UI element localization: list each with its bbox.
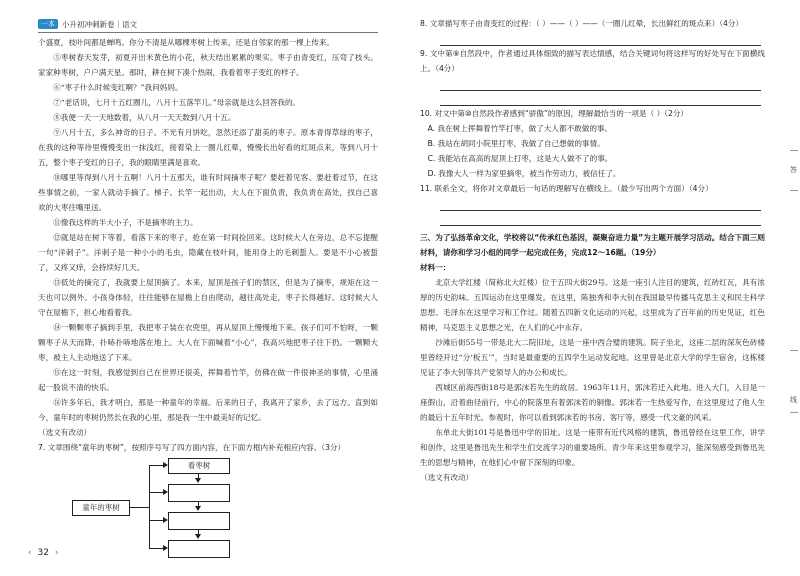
paragraph: ⑯许多年后，我才明白，那是一种童年的幸福。后来的日子，我离开了家乡，去了远方。直到如今，童年时的枣树仍然长在我的心里，那是我一生中最美好的记忆。 [38, 398, 378, 422]
option-a: A. 我在树上挥舞着竹竿打枣，做了大人都不敢做的事。 [427, 124, 613, 133]
paragraph: 个盛夏，枝叶间都是蝉鸣。你分不清是从哪棵枣树上传来，还是自邻家的那一棵上传来。 [38, 38, 335, 47]
paragraph: ⑮在这一时刻，我感觉到自己在世界还很美，挥舞着竹竿，仿佛在做一件很神圣的事情，心里涌起一股说不清的快乐。 [38, 368, 378, 392]
paragraph: ⑩哪里等得到八月十五啊！八月十五那天，谁有时间摘枣子呢？要赶着见客、要赶着过节，在这些事情之前，一家人就动手摘了。梯子、长竿一起出动，大人在下面负责，我负责在高处，找自己喜欢的大枣往嘴里送。 [38, 173, 378, 212]
diagram-answer-box[interactable] [168, 540, 230, 558]
paragraph: ⑦“老话说，七月十五红圈儿，八月十五落竿儿。”母亲就是这么回答我的。 [53, 98, 301, 107]
structure-diagram [38, 458, 378, 576]
option-c: C. 我能站在高高的屋顶上打枣，这是大人做不了的事。 [427, 154, 613, 163]
answer-line[interactable] [440, 211, 761, 226]
answer-line[interactable] [440, 31, 761, 46]
section-heading: 三、为了弘扬革命文化，学校将以“传承红色基因，凝聚奋进力量”为主题开展学习活动。结合下面三则材料，请你和学习小组的同学一起完成任务，完成12～16题。（19分） [420, 233, 765, 257]
question-7: 7. 文章围绕“童年的枣树”，按照序号写了四方面内容，在下面方框内补充相应内容。（3分） [38, 443, 346, 452]
diagram-box-top: 看枣树 [168, 458, 230, 474]
header-badge: 一本 [38, 19, 58, 29]
answer-line[interactable] [440, 76, 761, 91]
material-paragraph: 北京大学红楼（简称北大红楼）位于五四大街29号。这是一座引人注目的建筑，红砖红瓦，具有浓厚的历史韵味。五四运动在这里爆发。在这里，陈独秀和李大钊在我国最早传播马克思主义和民主科学思想。毛泽东在这里学习和工作过。随着五四新文化运动的兴起，这里成为了百年前的历史见证，红色精神，马克思主义思想之光，在人们的心中永存。 [420, 278, 765, 332]
left-column [38, 16, 378, 576]
page-number-value: 32 [37, 548, 49, 558]
page-header [38, 16, 378, 32]
prev-page-icon[interactable]: ‹ [28, 548, 32, 558]
header-rule [38, 32, 378, 33]
paragraph: ⑫就是站在树下等着，看落下来的枣子，抢在第一时间捡回来。这时候大人在旁边，总不忘提醒一句“洋刺子”。洋刺子是一种小小的毛虫，隐藏在枝叶间，能用身上的毛刺蜇人。要是不小心被蜇了，又疼又痒，会持续好几天。 [38, 233, 378, 272]
answer-line[interactable] [440, 196, 761, 211]
material-paragraph: 沙滩后街55号一带是北大二院旧址，这是一座中西合璧的建筑。院子坐北，这座二层的深灰色砖楼里曾经开过“分‘板五’”，当时是最重要的五四学生运动发起地。这里曾是北京大学的学生宿舍，这栋楼见证了李大钊等共产党领导人的办公和成长。 [420, 338, 765, 377]
binding-char: 答 [790, 166, 797, 174]
question-8: 8. 文章描写枣子由青变红的过程：（ ）——（ ）——（一圈儿红晕，长出鲜红的斑点来）（4分） [420, 19, 744, 28]
option-b: B. 我站在胡同小院里打枣，我做了自己想做的事情。 [427, 139, 605, 148]
diagram-answer-box[interactable] [168, 512, 230, 530]
paragraph: ⑬低处的摘完了，我就要上屋顶摘了。本来，屋顶是孩子们的禁区，但是为了摘枣，规矩在这一天也可以例外。小孩身体轻，往往能够在屋檐上自由爬动，越往高处走，枣子长得越好。这时候大人守在屋檐下，担心地看着我。 [38, 278, 378, 317]
paragraph: ⑥“枣子什么时候变红啊？”我问妈妈。 [53, 83, 183, 92]
question-10: 10. 对文中第⑩自然段作者感到“骄傲”的原因，理解最恰当的一项是（ ）（2分） [420, 109, 689, 118]
source-note: （选文有改动） [420, 473, 474, 482]
diagram-box-left: 童年的枣树 [72, 500, 130, 516]
paragraph: ⑪像我这样的半大小子，不是摘枣的主力。 [53, 218, 198, 227]
source-note: （选文有改动） [38, 428, 92, 437]
binding-char: 线 [790, 396, 797, 404]
question-11: 11. 联系全文，将你对文章最后一句话的理解写在横线上。（最少写出两个方面）（4分） [420, 184, 713, 193]
right-column [420, 16, 765, 485]
paragraph: ⑭一颗颗枣子摘到手里，我把枣子装在衣兜里，再从屋顶上慢慢地下来。孩子们可不怕呀，一颗颗枣子从天而降，扑哧扑哧地落在地上。大人在下面喊着“小心”，我高兴地把枣子往下扔。一颗颗大枣，被主人主动地送了下来。 [38, 323, 378, 362]
material-title: 材料一： [420, 263, 451, 272]
paragraph: ⑨八月十五，多么神奇的日子。不光有月饼吃，忽然还添了甜美的枣子。原本青得草绿的枣子，在我的这种等待里慢慢变出一抹浅红，接着染上一圈儿红晕，慢慢长出好看的红斑点来，等到八月十五，整个枣子变红的日子，我的眼睛里满是喜欢。 [38, 128, 378, 167]
question-9: 9. 文中第⑨自然段中，作者通过具体细致的描写表达情感，结合关键词句将这样写的好处写在下面横线上。（4分） [420, 49, 765, 73]
option-d: D. 我像大人一样为家里摘枣，被当作劳动力，被信任了。 [427, 169, 621, 178]
next-page-icon[interactable]: › [54, 548, 59, 558]
header-title: 小升初冲刺新卷｜语文 [62, 19, 137, 29]
paragraph: ⑧我便一天一天地数着，从八月一天天数到八月十五。 [53, 113, 236, 122]
answer-line[interactable] [440, 91, 761, 106]
diagram-answer-box[interactable] [168, 484, 230, 502]
page-number [28, 548, 58, 558]
material-paragraph: 东单北大街101号是鲁迅中学的旧址。这是一座带有近代风格的建筑，鲁迅曾经在这里工作，讲学和创作，这里是鲁迅先生和学生们交流学习的重要场所。青少年来这里参观学习，能深刻感受到鲁迅先生的思想与精神，在他们心中留下深刻的印象。 [420, 428, 765, 467]
paragraph: ⑤枣树春天发芽，初夏开出米黄色的小花，秋天结出累累的果实。枣子由青变红，压弯了枝头。家家种枣树，户户满天星。那时，耕在树下凑个热闹，我看着枣子变红的样子。 [38, 53, 378, 77]
material-paragraph: 西城区前海西街18号是郭沫若先生的故居。1963年11月，郭沫若迁入此地。进入大门，入目是一座假山，沿着曲径前行，中心的院落里有着郭沫若的铜像。郭沫若一生热爱写作，在这里度过了他人生的最后十五年时光。参观时，你可以看到郭沫若的书房、客厅等，感受一代文豪的风采。 [420, 383, 765, 422]
